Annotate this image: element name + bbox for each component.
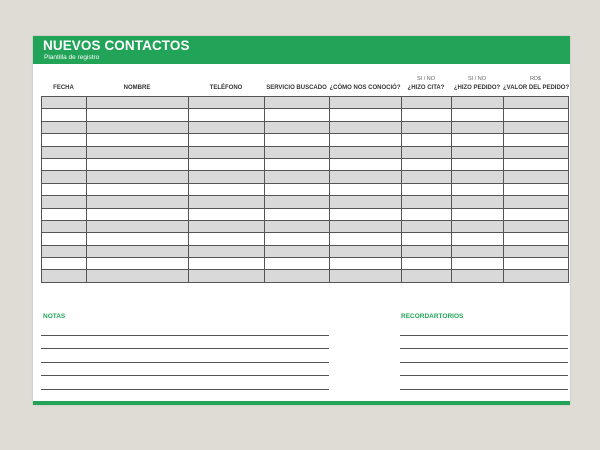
table-cell[interactable] <box>87 109 189 121</box>
table-cell[interactable] <box>330 121 402 133</box>
table-cell[interactable] <box>504 146 569 158</box>
table-cell[interactable] <box>42 158 87 170</box>
table-cell[interactable] <box>504 97 569 109</box>
table-cell[interactable] <box>504 233 569 245</box>
table-cell[interactable] <box>42 270 87 282</box>
column-header-nombre: NOMBRE <box>123 85 151 91</box>
contact-log-sheet <box>33 36 570 405</box>
table-cell[interactable] <box>402 134 452 146</box>
table-cell[interactable] <box>452 270 504 282</box>
table-row <box>42 245 569 257</box>
table-cell[interactable] <box>330 146 402 158</box>
table-cell[interactable] <box>189 233 265 245</box>
table-row <box>42 109 569 121</box>
table-row <box>42 171 569 183</box>
table-cell[interactable] <box>87 121 189 133</box>
table-cell[interactable] <box>265 270 330 282</box>
table-cell[interactable] <box>402 171 452 183</box>
table-cell[interactable] <box>42 220 87 232</box>
table-cell[interactable] <box>504 196 569 208</box>
table-cell[interactable] <box>330 134 402 146</box>
table-cell[interactable] <box>42 258 87 270</box>
reminders-label: RECORDARTORIOS <box>401 313 464 320</box>
table-cell[interactable] <box>330 183 402 195</box>
table-cell[interactable] <box>189 183 265 195</box>
table-cell[interactable] <box>42 233 87 245</box>
table-cell[interactable] <box>265 171 330 183</box>
table-cell[interactable] <box>504 220 569 232</box>
table-cell[interactable] <box>265 220 330 232</box>
table-row <box>42 220 569 232</box>
table-cell[interactable] <box>189 171 265 183</box>
table-cell[interactable] <box>402 158 452 170</box>
table-cell[interactable] <box>330 270 402 282</box>
table-cell[interactable] <box>42 97 87 109</box>
table-row <box>42 146 569 158</box>
table-cell[interactable] <box>87 233 189 245</box>
table-cell[interactable] <box>87 183 189 195</box>
table-row <box>42 208 569 220</box>
notes-label: NOTAS <box>43 313 66 320</box>
table-cell[interactable] <box>402 183 452 195</box>
table-cell[interactable] <box>452 208 504 220</box>
table-cell[interactable] <box>452 97 504 109</box>
table-cell[interactable] <box>265 196 330 208</box>
table-cell[interactable] <box>402 245 452 257</box>
reminder-line[interactable] <box>400 362 568 363</box>
table-cell[interactable] <box>42 109 87 121</box>
table-cell[interactable] <box>87 245 189 257</box>
column-hint-pedido: SI / NO <box>467 76 487 82</box>
table-cell[interactable] <box>452 245 504 257</box>
page-title: NUEVOS CONTACTOS <box>43 38 190 53</box>
notes-line[interactable] <box>41 335 329 336</box>
table-cell[interactable] <box>402 220 452 232</box>
notes-line[interactable] <box>41 375 329 376</box>
table-cell[interactable] <box>189 208 265 220</box>
table-cell[interactable] <box>265 258 330 270</box>
table-cell[interactable] <box>330 158 402 170</box>
table-cell[interactable] <box>87 258 189 270</box>
table-cell[interactable] <box>265 97 330 109</box>
table-row <box>42 121 569 133</box>
table-cell[interactable] <box>330 171 402 183</box>
table-cell[interactable] <box>189 146 265 158</box>
table-cell[interactable] <box>504 171 569 183</box>
table-cell[interactable] <box>87 220 189 232</box>
table-cell[interactable] <box>330 109 402 121</box>
table-cell[interactable] <box>42 245 87 257</box>
table-row <box>42 97 569 109</box>
table-cell[interactable] <box>504 121 569 133</box>
table-cell[interactable] <box>42 171 87 183</box>
notes-line[interactable] <box>41 389 329 390</box>
column-header-telefono: TELÉFONO <box>209 85 243 91</box>
table-cell[interactable] <box>189 220 265 232</box>
reminder-line[interactable] <box>400 389 568 390</box>
table-cell[interactable] <box>265 208 330 220</box>
table-cell[interactable] <box>189 121 265 133</box>
table-cell[interactable] <box>265 158 330 170</box>
column-header-valor: ¿VALOR DEL PEDIDO? <box>503 85 570 91</box>
table-row <box>42 158 569 170</box>
table-cell[interactable] <box>189 245 265 257</box>
table-cell[interactable] <box>265 134 330 146</box>
table-cell[interactable] <box>504 208 569 220</box>
table-cell[interactable] <box>452 196 504 208</box>
table-cell[interactable] <box>265 183 330 195</box>
table-cell[interactable] <box>402 208 452 220</box>
table-cell[interactable] <box>265 146 330 158</box>
table-cell[interactable] <box>402 258 452 270</box>
table-cell[interactable] <box>504 109 569 121</box>
table-cell[interactable] <box>402 109 452 121</box>
reminder-line[interactable] <box>400 348 568 349</box>
table-cell[interactable] <box>87 208 189 220</box>
column-hint-valor: RD$ <box>529 76 541 82</box>
notes-line[interactable] <box>41 348 329 349</box>
table-cell[interactable] <box>452 134 504 146</box>
footer-bar <box>33 401 570 405</box>
table-cell[interactable] <box>87 97 189 109</box>
table-cell[interactable] <box>452 220 504 232</box>
table-cell[interactable] <box>87 171 189 183</box>
table-cell[interactable] <box>452 258 504 270</box>
table-cell[interactable] <box>189 158 265 170</box>
table-row <box>42 233 569 245</box>
table-cell[interactable] <box>42 121 87 133</box>
table-cell[interactable] <box>87 270 189 282</box>
table-cell[interactable] <box>330 245 402 257</box>
table-cell[interactable] <box>87 196 189 208</box>
table-cell[interactable] <box>87 158 189 170</box>
column-header-cita: ¿HIZO CITA? <box>407 85 445 91</box>
table-cell[interactable] <box>504 183 569 195</box>
table-cell[interactable] <box>265 121 330 133</box>
table-cell[interactable] <box>42 146 87 158</box>
table-cell[interactable] <box>402 146 452 158</box>
notes-line[interactable] <box>41 362 329 363</box>
table-cell[interactable] <box>452 109 504 121</box>
table-cell[interactable] <box>265 233 330 245</box>
table-cell[interactable] <box>402 97 452 109</box>
table-cell[interactable] <box>330 97 402 109</box>
table-cell[interactable] <box>452 183 504 195</box>
table-cell[interactable] <box>402 196 452 208</box>
reminder-line[interactable] <box>400 375 568 376</box>
table-cell[interactable] <box>42 134 87 146</box>
table-cell[interactable] <box>504 270 569 282</box>
table-cell[interactable] <box>189 196 265 208</box>
table-row <box>42 134 569 146</box>
table-cell[interactable] <box>504 158 569 170</box>
table-cell[interactable] <box>42 208 87 220</box>
table-row <box>42 270 569 282</box>
table-cell[interactable] <box>87 146 189 158</box>
table-cell[interactable] <box>452 146 504 158</box>
table-cell[interactable] <box>42 196 87 208</box>
table-cell[interactable] <box>504 134 569 146</box>
column-header-como: ¿CÓMO NOS CONOCIÓ? <box>329 85 401 91</box>
table-cell[interactable] <box>189 258 265 270</box>
table-cell[interactable] <box>330 208 402 220</box>
table-cell[interactable] <box>330 233 402 245</box>
table-cell[interactable] <box>265 245 330 257</box>
table-cell[interactable] <box>402 121 452 133</box>
contacts-table <box>41 96 569 283</box>
table-cell[interactable] <box>189 109 265 121</box>
table-cell[interactable] <box>42 183 87 195</box>
table-cell[interactable] <box>452 158 504 170</box>
table-cell[interactable] <box>265 109 330 121</box>
table-cell[interactable] <box>189 97 265 109</box>
table-cell[interactable] <box>504 258 569 270</box>
table-cell[interactable] <box>452 121 504 133</box>
header-bar <box>33 36 570 64</box>
table-cell[interactable] <box>87 134 189 146</box>
table-cell[interactable] <box>330 220 402 232</box>
column-header-fecha: FECHA <box>53 85 74 91</box>
table-row <box>42 258 569 270</box>
reminder-line[interactable] <box>400 335 568 336</box>
table-cell[interactable] <box>189 134 265 146</box>
table-cell[interactable] <box>189 270 265 282</box>
table-cell[interactable] <box>402 270 452 282</box>
page-subtitle: Plantilla de registro <box>44 54 100 61</box>
table-cell[interactable] <box>330 196 402 208</box>
table-cell[interactable] <box>452 171 504 183</box>
column-header-pedido: ¿HIZO PEDIDO? <box>453 85 501 91</box>
table-cell[interactable] <box>402 233 452 245</box>
table-row <box>42 183 569 195</box>
table-cell[interactable] <box>330 258 402 270</box>
column-hint-cita: SI / NO <box>416 76 436 82</box>
table-cell[interactable] <box>504 245 569 257</box>
table-cell[interactable] <box>452 233 504 245</box>
table-row <box>42 196 569 208</box>
column-header-servicio: SERVICIO BUSCADO <box>266 85 327 91</box>
